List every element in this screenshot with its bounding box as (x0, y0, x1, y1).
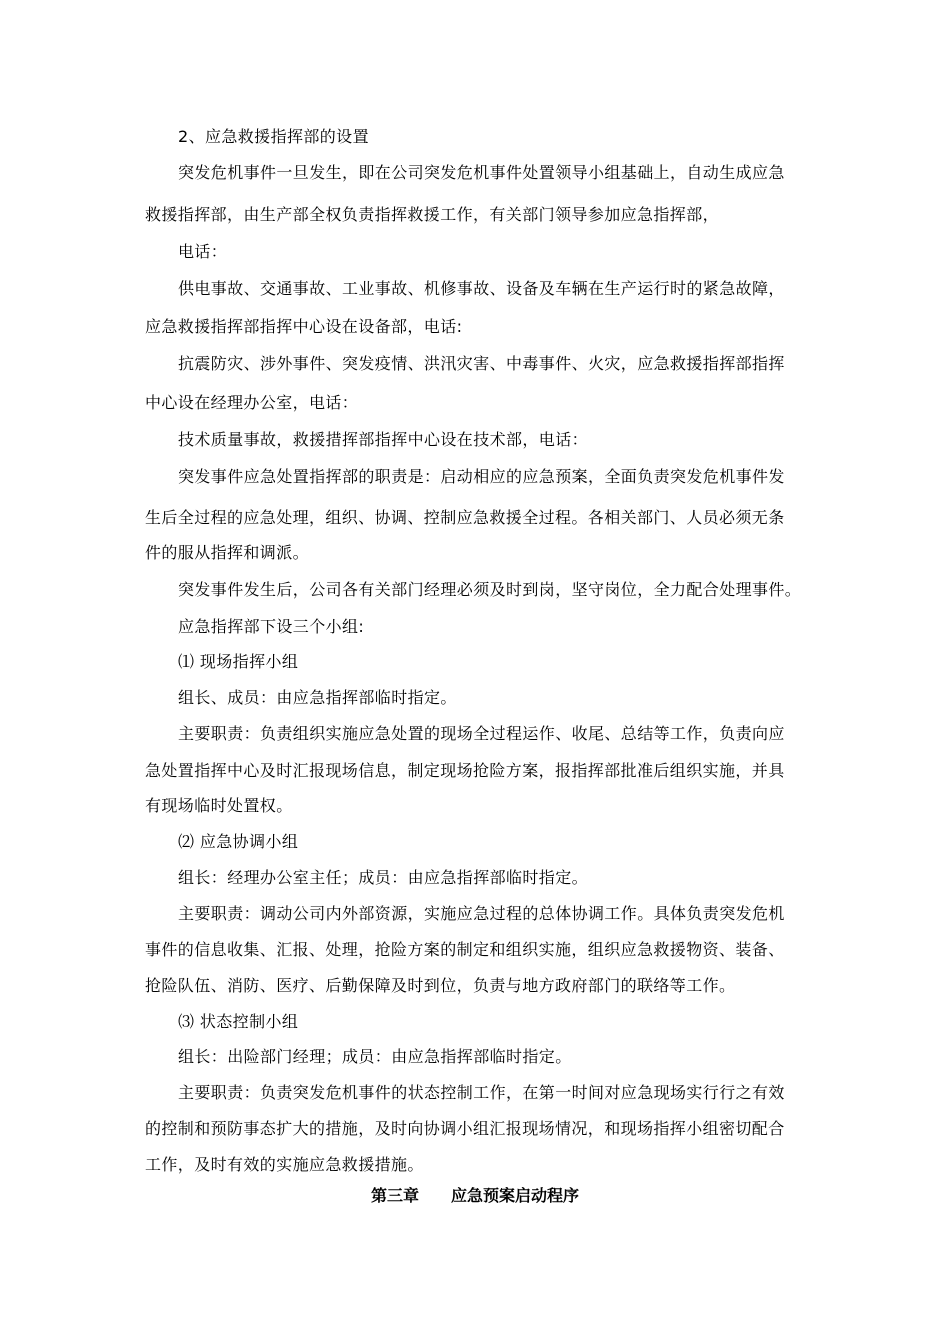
chapter-heading: 第三章 应急预案启动程序 (370, 1186, 579, 1205)
paragraph-line: 突发事件发生后，公司各有关部门经理必须及时到岗，坚守岗位，全力配合处理事件。 (178, 580, 802, 599)
paragraph-line: 主要职责：负责组织实施应急处置的现场全过程运作、收尾、总结等工作，负责向应 (178, 724, 785, 743)
section-title: 2、应急救援指挥部的设置 (178, 127, 369, 146)
paragraph-line: 事件的信息收集、汇报、处理，抢险方案的制定和组织实施，组织应急救援物资、装备、 (145, 940, 785, 959)
paragraph-line: 组长：出险部门经理；成员：由应急指挥部临时指定。 (178, 1047, 572, 1066)
paragraph-line: 生后全过程的应急处理，组织、协调、控制应急救援全过程。各相关部门、人员必须无条 (145, 508, 785, 527)
paragraph-line: 救援指挥部，由生产部全权负责指挥救援工作，有关部门领导参加应急指挥部， (145, 205, 720, 224)
paragraph-line: 的控制和预防事态扩大的措施，及时向协调小组汇报现场情况，和现场指挥小组密切配合 (145, 1119, 785, 1138)
paragraph-line: 突发危机事件一旦发生，即在公司突发危机事件处置领导小组基础上，自动生成应急 (178, 163, 785, 182)
paragraph-line: 突发事件应急处置指挥部的职责是：启动相应的应急预案，全面负责突发危机事件发 (178, 467, 785, 486)
paragraph-line: 组长：经理办公室主任；成员：由应急指挥部临时指定。 (178, 868, 589, 887)
paragraph-line: 主要职责：调动公司内外部资源，实施应急过程的总体协调工作。具体负责突发危机 (178, 904, 785, 923)
paragraph-line: 抗震防灾、涉外事件、突发疫情、洪汛灾害、中毒事件、火灾，应急救援指挥部指挥 (178, 354, 785, 373)
paragraph-line: 供电事故、交通事故、工业事故、机修事故、设备及车辆在生产运行时的紧急故障， (178, 279, 785, 298)
subsection-heading: ⑵ 应急协调小组 (178, 832, 299, 851)
paragraph-line: 组长、成员：由应急指挥部临时指定。 (178, 688, 457, 707)
paragraph-line: 技术质量事故，救援措挥部指挥中心设在技术部，电话： (178, 430, 589, 449)
paragraph-line: 急处置指挥中心及时汇报现场信息，制定现场抢险方案，报指挥部批准后组织实施，并具 (145, 761, 785, 780)
paragraph-line: 有现场临时处置权。 (145, 796, 293, 815)
paragraph-line: 工作，及时有效的实施应急救援措施。 (145, 1155, 424, 1174)
paragraph-line: 中心设在经理办公室，电话： (145, 393, 359, 412)
subsection-heading: ⑶ 状态控制小组 (178, 1012, 299, 1031)
phone-label: 电话： (178, 242, 228, 261)
paragraph-line: 主要职责：负责突发危机事件的状态控制工作，在第一时间对应急现场实行行之有效 (178, 1083, 785, 1102)
paragraph-line: 抢险队伍、消防、医疗、后勤保障及时到位，负责与地方政府部门的联络等工作。 (145, 976, 736, 995)
paragraph-line: 应急救援指挥部指挥中心设在设备部，电话: (145, 317, 463, 336)
paragraph-line: 应急指挥部下设三个小组: (178, 617, 365, 636)
paragraph-line: 件的服从指挥和调派。 (145, 543, 310, 562)
subsection-heading: ⑴ 现场指挥小组 (178, 652, 299, 671)
